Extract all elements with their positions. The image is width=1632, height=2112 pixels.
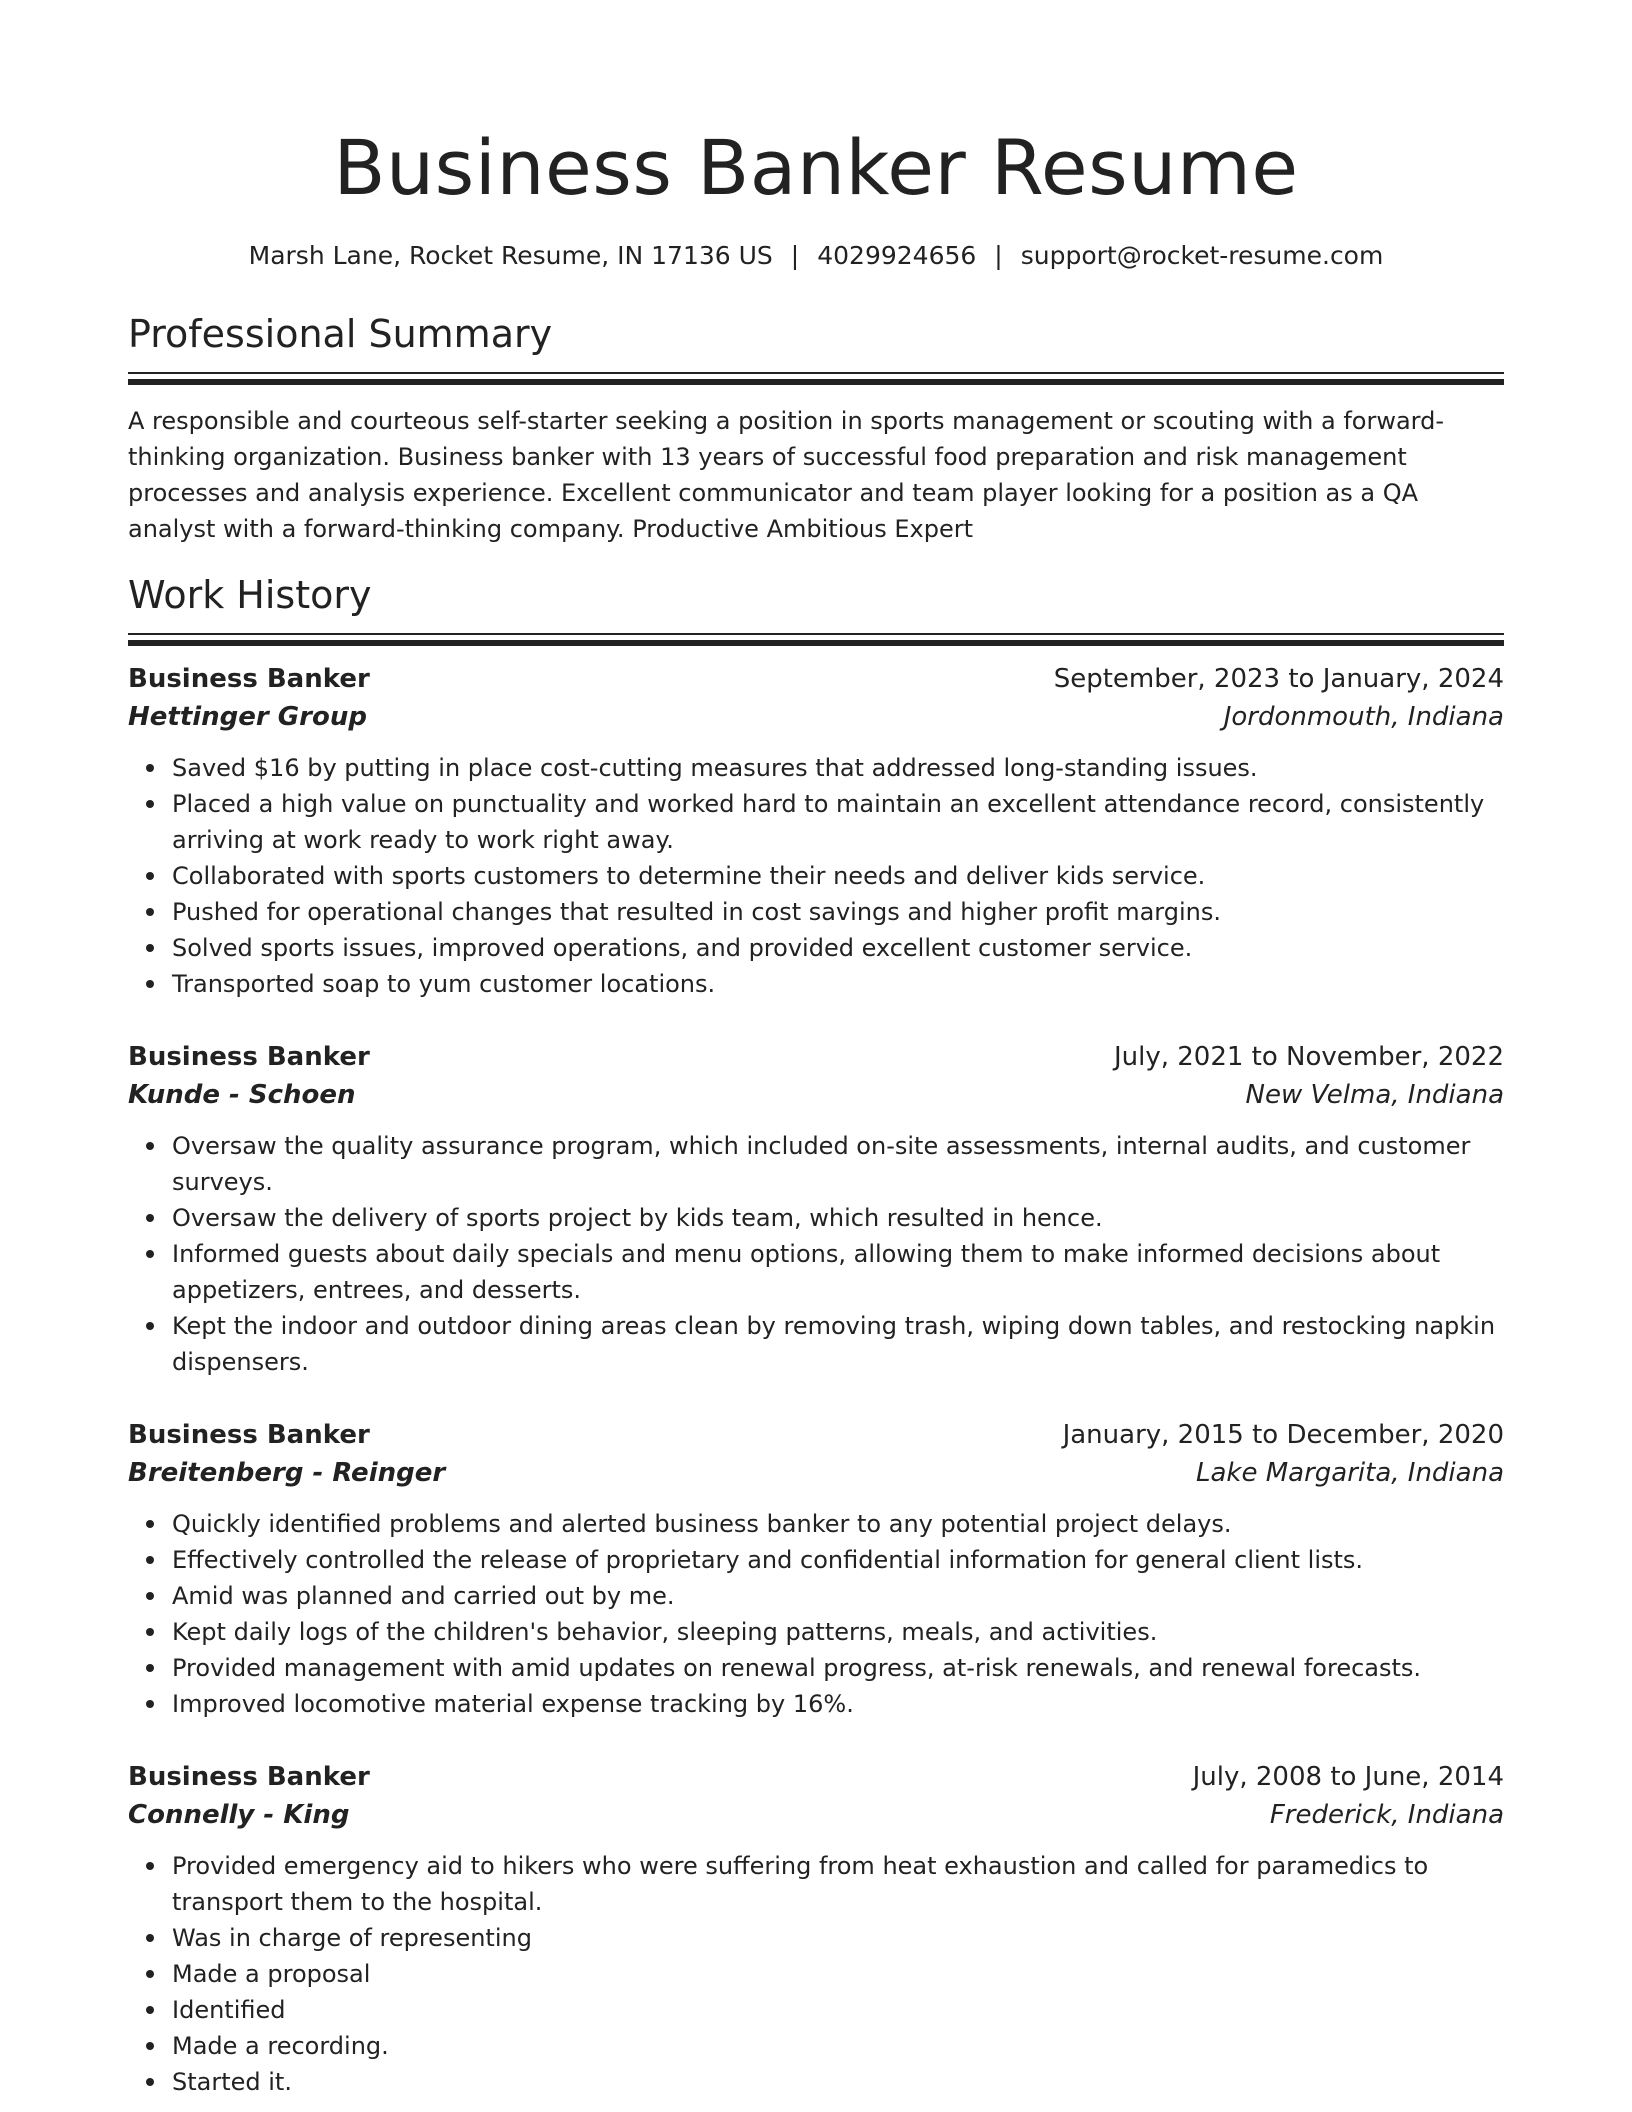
job-location: New Velma, Indiana <box>1245 1080 1504 1110</box>
section-heading-summary: Professional Summary <box>128 312 553 356</box>
job-bullet-list <box>128 1128 1504 1380</box>
job-bullet: Provided emergency aid to hikers who were suffering from heat exhaustion and called for paramedics to transport them to the hospital. <box>172 1848 1504 1920</box>
job-bullet: Oversaw the delivery of sports project by kids team, which resulted in hence. <box>172 1200 1504 1236</box>
job-title: Business Banker <box>128 664 370 694</box>
job-bullet: Pushed for operational changes that resulted in cost savings and higher profit margins. <box>172 894 1504 930</box>
job-company-row <box>128 1076 1504 1114</box>
section-divider-thin <box>128 372 1504 374</box>
job-company: Breitenberg - Reinger <box>128 1458 446 1488</box>
job-title: Business Banker <box>128 1042 370 1072</box>
job-bullet: Kept daily logs of the children's behavior, sleeping patterns, meals, and activities. <box>172 1614 1504 1650</box>
job-title-row <box>128 1758 1504 1796</box>
job-bullet: Transported soap to yum customer locations. <box>172 966 1504 1002</box>
job-company-row <box>128 1796 1504 1834</box>
job-title-row <box>128 660 1504 698</box>
job-company: Connelly - King <box>128 1800 350 1830</box>
job-bullet: Improved locomotive material expense tracking by 16%. <box>172 1686 1504 1722</box>
section-heading-work-history: Work History <box>128 573 372 617</box>
job-dates: September, 2023 to January, 2024 <box>1053 664 1504 694</box>
job-title: Business Banker <box>128 1420 370 1450</box>
contact-email: support@rocket-resume.com <box>1020 241 1384 270</box>
job-bullet: Saved $16 by putting in place cost-cutting measures that addressed long-standing issues. <box>172 750 1504 786</box>
job-bullet: Provided management with amid updates on renewal progress, at-risk renewals, and renewal forecasts. <box>172 1650 1504 1686</box>
summary-text: A responsible and courteous self-starter seeking a position in sports management or scouting with a forward-thinking organization. Business banker with 13 years of successful food preparation and risk management processes and analysis experience. Excellent communicator and team player looking for a position as a QA analyst with a forward-thinking company. Productive Ambitious Expert <box>128 407 1445 543</box>
contact-phone: 4029924656 <box>817 241 977 270</box>
job-bullet: Placed a high value on punctuality and worked hard to maintain an excellent attendance record, consistently arriving at work ready to work right away. <box>172 786 1504 858</box>
job-bullet: Solved sports issues, improved operations, and provided excellent customer service. <box>172 930 1504 966</box>
job-dates: January, 2015 to December, 2020 <box>1062 1420 1504 1450</box>
section-divider-thick <box>128 379 1504 385</box>
job-entry <box>128 660 1504 1002</box>
job-title-row <box>128 1416 1504 1454</box>
job-company: Hettinger Group <box>128 702 367 732</box>
job-location: Frederick, Indiana <box>1269 1800 1504 1830</box>
job-bullet: Quickly identified problems and alerted business banker to any potential project delays. <box>172 1506 1504 1542</box>
job-bullet: Kept the indoor and outdoor dining areas clean by removing trash, wiping down tables, and restocking napkin dispensers. <box>172 1308 1504 1380</box>
job-location: Lake Margarita, Indiana <box>1195 1458 1504 1488</box>
job-bullet-list <box>128 1506 1504 1722</box>
contact-line <box>128 240 1504 272</box>
contact-address: Marsh Lane, Rocket Resume, IN 17136 US <box>248 241 773 270</box>
job-bullet: Oversaw the quality assurance program, which included on-site assessments, internal audits, and customer surveys. <box>172 1128 1504 1200</box>
job-bullet-list <box>128 750 1504 1002</box>
job-title-row <box>128 1038 1504 1076</box>
work-history-section <box>128 571 1504 2100</box>
job-bullet-list <box>128 1848 1504 2100</box>
contact-separator: | <box>790 241 800 270</box>
job-dates: July, 2021 to November, 2022 <box>1113 1042 1504 1072</box>
professional-summary-section <box>128 310 1504 547</box>
job-bullet: Identified <box>172 1992 1504 2028</box>
job-location: Jordonmouth, Indiana <box>1223 702 1504 732</box>
section-divider-thin <box>128 633 1504 635</box>
job-company-row <box>128 1454 1504 1492</box>
job-entry <box>128 1758 1504 2100</box>
job-bullet: Started it. <box>172 2064 1504 2100</box>
job-title: Business Banker <box>128 1762 370 1792</box>
job-bullet: Made a proposal <box>172 1956 1504 1992</box>
job-bullet: Informed guests about daily specials and menu options, allowing them to make informed decisions about appetizers, entrees, and desserts. <box>172 1236 1504 1308</box>
job-bullet: Made a recording. <box>172 2028 1504 2064</box>
job-dates: July, 2008 to June, 2014 <box>1192 1762 1504 1792</box>
job-bullet: Was in charge of representing <box>172 1920 1504 1956</box>
job-entry <box>128 1416 1504 1722</box>
job-entry <box>128 1038 1504 1380</box>
section-divider-thick <box>128 640 1504 646</box>
job-company-row <box>128 698 1504 736</box>
resume-title: Business Banker Resume <box>333 123 1299 212</box>
job-bullet: Effectively controlled the release of proprietary and confidential information for general client lists. <box>172 1542 1504 1578</box>
contact-separator: | <box>994 241 1003 270</box>
job-bullet: Amid was planned and carried out by me. <box>172 1578 1504 1614</box>
job-company: Kunde - Schoen <box>128 1080 356 1110</box>
job-bullet: Collaborated with sports customers to determine their needs and deliver kids service. <box>172 858 1504 894</box>
